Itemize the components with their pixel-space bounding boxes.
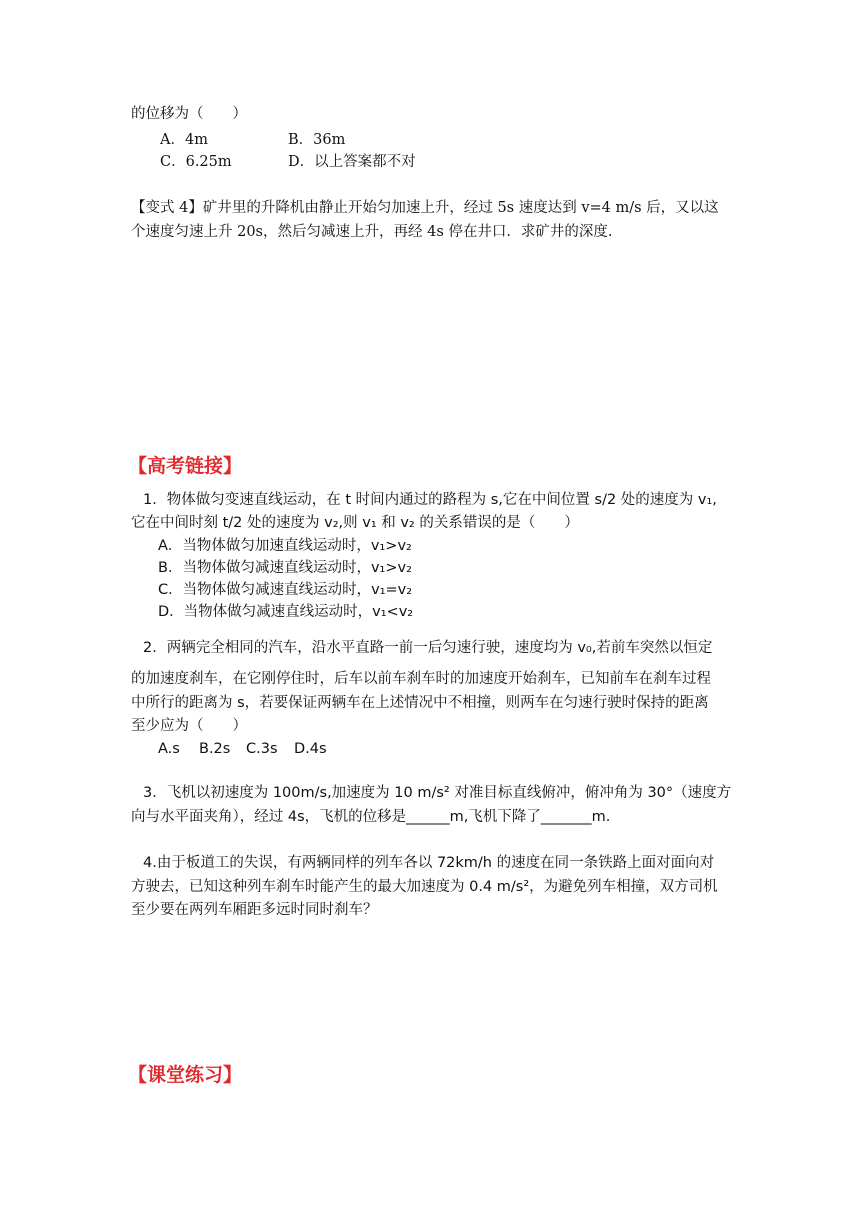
q1-option-a: A．当物体做匀加速直线运动时，v₁>v₂: [158, 538, 412, 554]
q3-line1: 3．飞机以初速度为 100m/s,加速度为 10 m/s² 对准目标直线俯冲，俯冲角为 30°（速度方: [143, 785, 732, 801]
q4-line3: 至少要在两列车厢距多远时同时刹车？: [131, 902, 378, 918]
question-stem-end: 的位移为（ ）: [131, 106, 247, 122]
option-b: B．36m: [288, 132, 346, 148]
q4-line2: 方驶去，已知这种列车刹车时能产生的最大加速度为 0.4 m/s²，为避免列车相撞，双方司机: [131, 879, 718, 895]
q2-option-a: A.s: [158, 741, 180, 757]
q2-line4: 至少应为（ ）: [131, 718, 247, 734]
q3-line2: 向与水平面夹角），经过 4s，飞机的位移是______m,飞机下降了_______m.: [131, 809, 611, 825]
option-d: D．以上答案都不对: [288, 154, 416, 170]
variant4-line1: 【变式 4】矿井里的升降机由静止开始匀加速上升，经过 5s 速度达到 v=4 m/s 后，又以这: [131, 200, 719, 216]
q2-option-c: C.3s: [246, 741, 278, 757]
classroom-heading: 【课堂练习】: [128, 1064, 243, 1086]
q2-line2: 的加速度刹车，在它刚停住时，后车以前车刹车时的加速度开始刹车，已知前车在刹车过程: [131, 671, 711, 687]
option-a: A．4m: [160, 132, 208, 148]
variant4-line2: 个速度匀速上升 20s，然后匀减速上升，再经 4s 停在井口．求矿井的深度.: [131, 224, 613, 240]
q1-option-c: C．当物体做匀减速直线运动时，v₁=v₂: [158, 582, 413, 598]
q1-line1: 1．物体做匀变速直线运动，在 t 时间内通过的路程为 s,它在中间位置 s/2 处的速度为 v₁,: [143, 492, 717, 508]
gaokao-heading: 【高考链接】: [128, 455, 243, 477]
q2-option-d: D.4s: [294, 741, 327, 757]
q4-line1: 4.由于板道工的失误，有两辆同样的列车各以 72km/h 的速度在同一条铁路上面对面向对: [143, 855, 715, 871]
q2-option-b: B.2s: [199, 741, 231, 757]
option-c: C．6.25m: [160, 154, 232, 170]
q1-line2: 它在中间时刻 t/2 处的速度为 v₂,则 v₁ 和 v₂ 的关系错误的是（ ）: [131, 515, 579, 531]
q2-line3: 中所行的距离为 s，若要保证两辆车在上述情况中不相撞，则两车在匀速行驶时保持的距离: [131, 695, 709, 711]
q2-line1: 2．两辆完全相同的汽车，沿水平直路一前一后匀速行驶，速度均为 v₀,若前车突然以恒定: [143, 640, 713, 656]
q1-option-b: B．当物体做匀减速直线运动时，v₁>v₂: [158, 560, 412, 576]
q1-option-d: D．当物体做匀减速直线运动时，v₁<v₂: [158, 604, 414, 620]
